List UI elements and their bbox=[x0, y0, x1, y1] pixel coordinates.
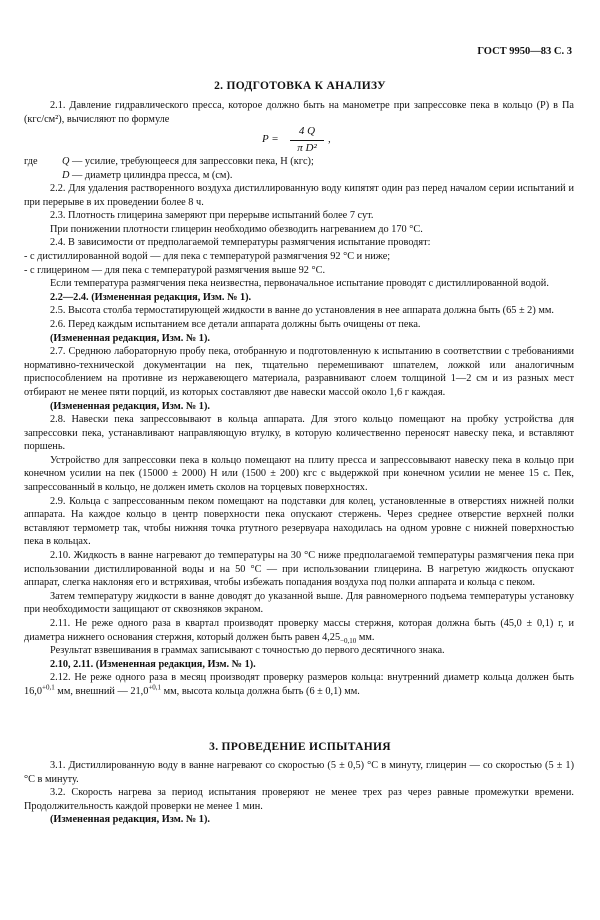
legend-q-symbol: Q bbox=[62, 156, 70, 167]
paragraph-2-4: 2.4. В зависимости от предполагаемой температуры размягчения испытание проводят: bbox=[50, 237, 431, 249]
paragraph-2-8: 2.8. Навески пека запрессовывают в кольца аппарата. Для этого кольцо помещают на пробку устройства для запрессовки пека, устанавливают направляющую втулку, в которую количественно переносят навеску пека, и вставляют поршень. bbox=[24, 414, 574, 453]
paragraph-2-7: 2.7. Среднюю лабораторную пробу пека, отобранную и подготовленную к испытанию в соответствии с требованиями нормативно-технической документации на пек, тщательно перемешивают шпателем, ложкой или аналогичным приспособлением на противне из нержавеющего материала, разравнивают слоем толщиной 1—2 см и из разных мест отбирают не менее пяти порций, из которых составляют две навески массой около 1,6 г каждая. bbox=[24, 346, 574, 398]
paragraph-2-12-text-b: мм, внешний — 21,0 bbox=[54, 685, 149, 697]
outer-diameter-tolerance: +0,1 bbox=[148, 683, 162, 692]
paragraph-2-12 bbox=[24, 671, 574, 698]
paragraph-2-11 bbox=[24, 617, 574, 644]
legend-d bbox=[62, 169, 232, 183]
formula-tail: , bbox=[328, 133, 331, 145]
inner-diameter-tolerance: +0,1 bbox=[42, 683, 55, 692]
formula-denominator: π D² bbox=[297, 142, 317, 154]
pressure-formula bbox=[262, 125, 362, 159]
paragraph-2-11-text: 2.11. Не реже одного раза в квартал производят проверку массы стержня, которая должна быть (45,0 ± 0,1) г, и диаметра нижнего основания стержня, который должен быть равен 4,25 bbox=[24, 618, 574, 643]
change-note-3: (Измененная редакция, Изм. № 1). bbox=[50, 400, 210, 412]
paragraph-2-4c: Если температура размягчения пека неизвестна, первоначальное испытание проводят с дистиллированной водой. bbox=[50, 278, 549, 290]
paragraph-2-5: 2.5. Высота столба термостатирующей жидкости в ванне до установления в нее аппарата должна быть (65 ± 2) мм. bbox=[50, 305, 554, 317]
diameter-tolerance: −0,10 bbox=[340, 636, 357, 645]
formula-numerator: 4 Q bbox=[298, 125, 316, 137]
legend-q-text: — усилие, требующееся для запрессовки пека, Н (кгс); bbox=[72, 156, 314, 167]
paragraph-2-11c: Результат взвешивания в граммах записывают с точностью до первого десятичного знака. bbox=[50, 645, 445, 657]
paragraph-2-6: 2.6. Перед каждым испытанием все детали аппарата должны быть очищены от пека. bbox=[50, 318, 421, 330]
section-3-body bbox=[24, 759, 574, 827]
paragraph-2-10: 2.10. Жидкость в ванне нагревают до температуры на 30 °C ниже предполагаемой температуры размягчения пека при использовании дистиллированной воды и на 50 °C — при использовании глицерина. В нагретую жидкость опускают аппарат, слегка наклоняя его и встряхивая, чтобы избежать попадания воздуха под полки аппарата и кольца с пеком. bbox=[24, 550, 574, 589]
paragraph-3-1: 3.1. Дистиллированную воду в ванне нагревают со скоростью (5 ± 0,5) °C в минуту, глицерин — со скоростью (5 ± 1) °C в минуту. bbox=[24, 760, 574, 785]
paragraph-2-8b: Устройство для запрессовки пека в кольцо помещают на плиту пресса и запрессовывают навеску пека в кольцо при конечном усилии на пек (15000 ± 2000) Н или (1500 ± 200) кгс с выдержкой при конечном усилии не менее 15 с. Пек, запрессованный в кольцо, не должен иметь сколов на торцевых поверхностях. bbox=[24, 454, 574, 494]
legend-d-text: — диаметр цилиндра пресса, м (см). bbox=[72, 169, 233, 181]
paragraph-2-9: 2.9. Кольца с запрессованным пеком помещают на подставки для колец, установленные в отверстиях нижней полки аппарата. На каждое кольцо в центр поверхности пека опускают стержень. Через среднее отверстие верхней полки вставляют термометр так, чтобы нижняя точка ртутного резервуара находилась на одном уровне с нижней поверхностью пека в кольцах. bbox=[24, 495, 574, 548]
section-2-title: 2. ПОДГОТОВКА К АНАЛИЗУ bbox=[214, 80, 386, 92]
paragraph-2-12-text-a: 2.12. Не реже одного раза в месяц производят проверку размеров кольца: внутренний диаметр кольца должен быть 16,0 bbox=[24, 672, 574, 697]
formula-legend bbox=[24, 155, 574, 182]
change-note-2: (Измененная редакция, Изм. № 1). bbox=[50, 332, 210, 344]
formula-fraction-bar bbox=[290, 140, 324, 141]
legend-q bbox=[62, 155, 314, 169]
paragraph-2-2: 2.2. Для удаления растворенного воздуха дистиллированную воду кипятят один раз перед началом серии испытаний и при перерыве в их проведении более 8 ч. bbox=[24, 183, 574, 208]
change-note-5: (Измененная редакция, Изм. № 1). bbox=[50, 814, 210, 826]
paragraph-2-4a: - с дистиллированной водой — для пека с температурой размягчения 92 °C и ниже; bbox=[24, 250, 391, 262]
formula-lhs: P = bbox=[262, 133, 279, 145]
section-3-title: 3. ПРОВЕДЕНИЕ ИСПЫТАНИЯ bbox=[209, 741, 391, 753]
paragraph-2-1: 2.1. Давление гидравлического пресса, которое должно быть на манометре при запрессовке пека в кольцо (P) в Па (кгс/см²), вычисляют по формуле bbox=[24, 100, 574, 125]
paragraph-3-2: 3.2. Скорость нагрева за период испытания проверяют не менее трех раз через равные промежутки времени. Продолжительность каждой проверки не менее 1 мин. bbox=[24, 787, 574, 812]
paragraph-2-10b: Затем температуру жидкости в ванне доводят до указанной выше. Для равномерного подъема температуры установку при необходимости защищают от сквозняков экраном. bbox=[24, 590, 574, 616]
legend-d-symbol: D bbox=[62, 169, 70, 181]
change-note-1: 2.2—2.4. (Измененная редакция, Изм. № 1). bbox=[50, 291, 252, 303]
page-header: ГОСТ 9950—83 С. 3 bbox=[477, 46, 572, 57]
paragraph-2-12-text-c: мм, высота кольца должна быть (6 ± 0,1) мм. bbox=[161, 685, 360, 697]
section-2-body bbox=[24, 182, 574, 699]
section-2-intro bbox=[24, 99, 574, 126]
legend-where-word: где bbox=[24, 156, 38, 167]
paragraph-2-4b: - с глицерином — для пека с температурой размягчения выше 92 °C. bbox=[24, 264, 326, 276]
paragraph-2-11-unit: мм. bbox=[356, 631, 375, 643]
paragraph-2-3b: При понижении плотности глицерин необходимо обезводить нагреванием до 170 °C. bbox=[50, 223, 423, 235]
change-note-4: 2.10, 2.11. (Измененная редакция, Изм. № 1). bbox=[50, 658, 256, 670]
legend-row-d bbox=[24, 169, 574, 183]
legend-row-q bbox=[24, 155, 574, 169]
paragraph-2-3: 2.3. Плотность глицерина замеряют при перерыве испытаний более 7 сут. bbox=[50, 210, 374, 222]
